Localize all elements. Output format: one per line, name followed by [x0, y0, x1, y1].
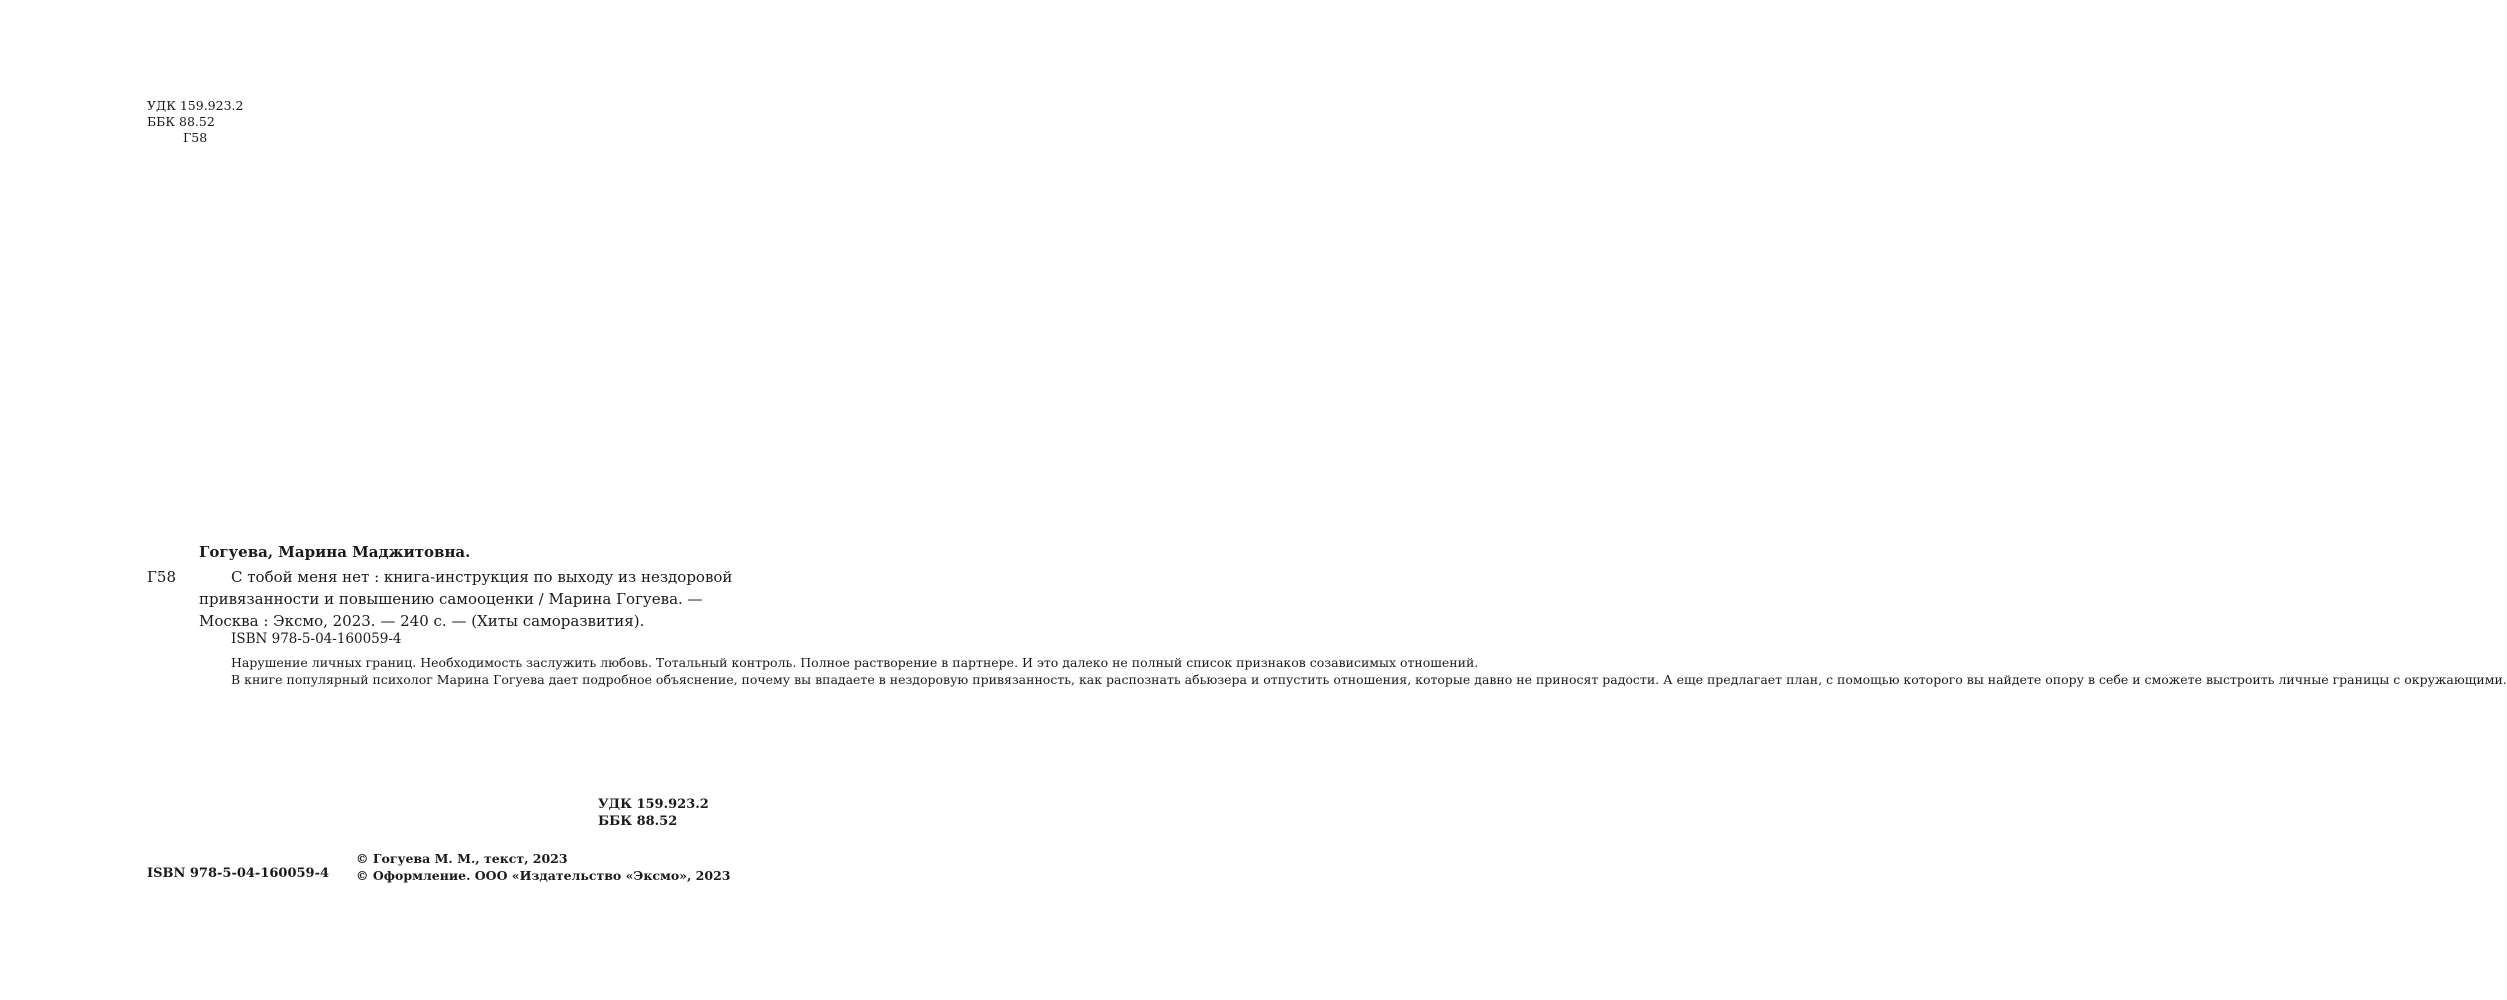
copyright-block [356, 850, 730, 884]
annotation-paragraph-2: В книге популярный психолог Марина Гогуева дает подробное объяснение, почему вы впадаете в нездоровую привязанность, как распознать абьюзера и отпустить отношения, которые давно не приносят радости. А еще предлагает план, с помощью которого вы найдете опору в себе и сможете выстроить личные границы с окружающими. [231, 672, 2507, 688]
bbk-code: ББК 88.52 [147, 114, 215, 129]
bottom-classification-codes [598, 796, 709, 830]
author-sign-margin: Г58 [147, 568, 177, 586]
bibliographic-description [199, 566, 733, 632]
author-sign: Г58 [183, 130, 208, 145]
bottom-udk-code: УДК 159.923.2 [598, 797, 709, 812]
top-classification-codes [147, 98, 243, 146]
title-line-3: Москва : Эксмо, 2023. — 240 с. — (Хиты саморазвития). [199, 612, 645, 630]
footer-isbn: ISBN 978-5-04-160059-4 [147, 866, 330, 881]
copyright-text: © Гогуева М. М., текст, 2023 [356, 851, 568, 866]
bottom-bbk-code: ББК 88.52 [598, 814, 678, 829]
isbn-line: ISBN 978-5-04-160059-4 [231, 631, 402, 647]
annotation [199, 654, 2507, 689]
title-line-1: С тобой меня нет : книга-инструкция по выходу из нездоровой [231, 568, 733, 586]
copyright-design: © Оформление. ООО «Издательство «Эксмо», 2023 [356, 868, 731, 883]
title-line-2: привязанности и повышению самооценки / Марина Гогуева. — [199, 590, 703, 608]
udk-code: УДК 159.923.2 [147, 98, 244, 113]
annotation-paragraph-1: Нарушение личных границ. Необходимость заслужить любовь. Тотальный контроль. Полное растворение в партнере. И это далеко не полный список признаков созависимых отношений. [231, 655, 1479, 670]
author-name: Гогуева, Марина Маджитовна. [199, 543, 471, 561]
